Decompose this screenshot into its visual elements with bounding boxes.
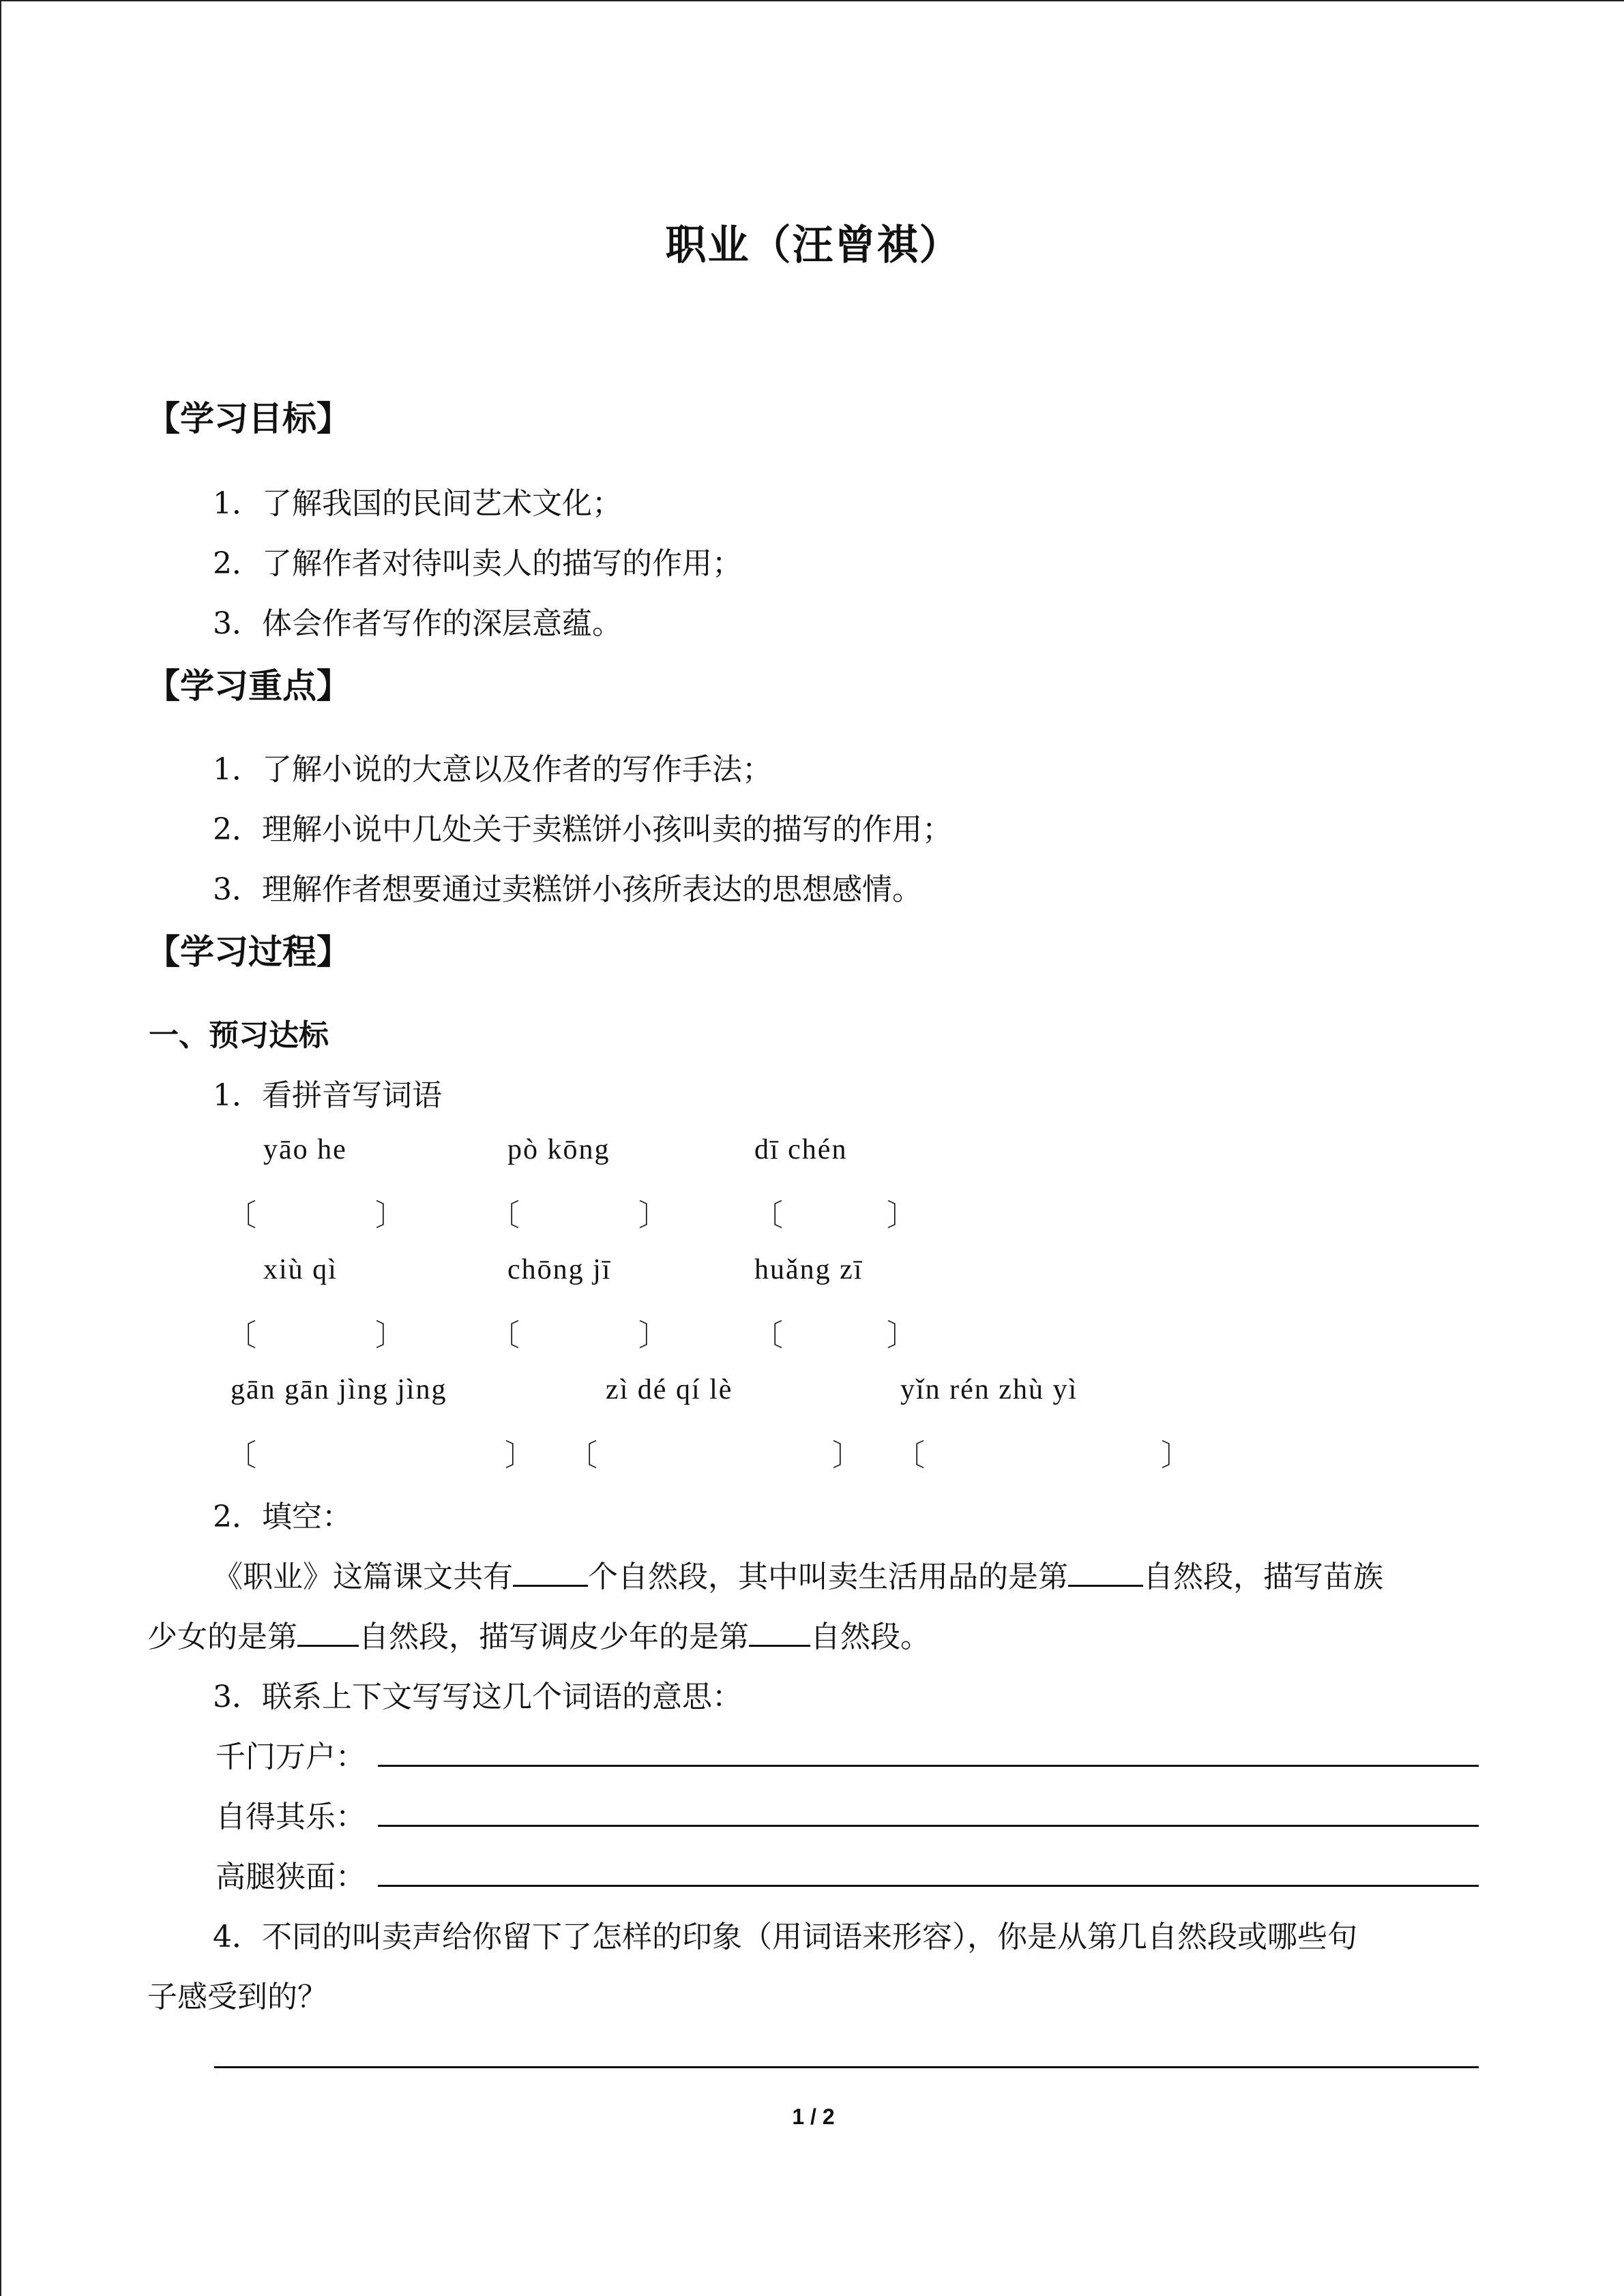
focus-item-1: 1．了解小说的大意以及作者的写作手法；: [213, 752, 772, 787]
q1-label: 1．看拼音写词语: [213, 1078, 442, 1113]
bracket-close-8: 〕: [832, 1438, 862, 1473]
blank-goods-paragraph[interactable]: [1068, 1557, 1143, 1587]
blank-paragraph-count[interactable]: [513, 1557, 588, 1587]
pinyin-ganganjingjing: gān gān jìng jìng: [231, 1374, 447, 1405]
q4-line-1: 4．不同的叫卖声给你留下了怎样的印象（用词语来形容），你是从第几自然段或哪些句: [213, 1920, 1357, 1954]
answer-line-1[interactable]: [378, 1765, 1479, 1767]
q3-word-1: 千门万户：: [216, 1740, 366, 1774]
answer-line-2[interactable]: [378, 1825, 1479, 1827]
bracket-open-9: 〔: [895, 1438, 925, 1473]
pinyin-yinrenzhuyi: yǐn rén zhù yì: [900, 1374, 1078, 1405]
bracket-close-7: 〕: [505, 1438, 535, 1473]
q2-text-1b: 个自然段，其中叫卖生活用品的是第: [588, 1560, 1068, 1594]
q2-text-1a: 《职业》这篇课文共有: [213, 1560, 513, 1594]
q2-text-1c: 自然段，描写苗族: [1143, 1560, 1383, 1594]
q2-text-2a: 少女的是第: [147, 1620, 297, 1654]
q2-line-2: [147, 1612, 930, 1656]
focus-item-3: 3．理解作者想要通过卖糕饼小孩所表达的思想感情。: [213, 872, 922, 907]
heading-process: 【学习过程】: [146, 931, 351, 972]
bracket-open-7: 〔: [226, 1438, 256, 1473]
pinyin-yaohe: yāo he: [263, 1134, 347, 1165]
bracket-close-5: 〕: [638, 1318, 668, 1353]
pinyin-xiuqi: xiù qì: [263, 1254, 338, 1285]
q3-word-3: 高腿狭面：: [216, 1860, 366, 1894]
bracket-close-4: 〕: [375, 1318, 405, 1353]
bracket-open-4: 〔: [226, 1318, 256, 1353]
bracket-open-2: 〔: [490, 1198, 520, 1233]
q2-line-1: [213, 1552, 1383, 1596]
q3-label: 3．联系上下文写写这几个词语的意思：: [213, 1680, 742, 1714]
bracket-close-6: 〕: [887, 1318, 917, 1353]
bracket-close-1: 〕: [375, 1198, 405, 1233]
blank-naughty-boy-paragraph[interactable]: [749, 1617, 810, 1647]
bracket-open-6: 〔: [753, 1318, 783, 1353]
q3-word-2: 自得其乐：: [216, 1800, 366, 1834]
q2-label: 2．填空：: [213, 1500, 352, 1534]
bracket-close-3: 〕: [887, 1198, 917, 1233]
pinyin-dichen: dī chén: [754, 1134, 848, 1165]
bracket-close-9: 〕: [1161, 1438, 1191, 1473]
answer-line-4[interactable]: [214, 2066, 1479, 2068]
q4-line-2: 子感受到的？: [147, 1980, 327, 2014]
bracket-close-2: 〕: [638, 1198, 668, 1233]
answer-line-3[interactable]: [378, 1885, 1479, 1887]
objective-item-1: 1．了解我国的民间艺术文化；: [213, 486, 622, 521]
pinyin-chongji: chōng jī: [507, 1254, 612, 1285]
blank-miao-girl-paragraph[interactable]: [297, 1617, 359, 1647]
objective-item-3: 3．体会作者写作的深层意蕴。: [213, 606, 622, 641]
bracket-open-8: 〔: [567, 1438, 597, 1473]
page-title: 职业（汪曾祺）: [665, 222, 962, 269]
page-number: 1 / 2: [792, 2104, 835, 2129]
heading-focus: 【学习重点】: [146, 666, 351, 706]
q2-text-2c: 自然段。: [810, 1620, 930, 1654]
part1-heading: 一、预习达标: [149, 1018, 329, 1053]
pinyin-zideqile: zì dé qí lè: [606, 1374, 733, 1405]
bracket-open-5: 〔: [490, 1318, 520, 1353]
q2-text-2b: 自然段，描写调皮少年的是第: [359, 1620, 749, 1654]
pinyin-pokong: pò kōng: [507, 1134, 610, 1165]
focus-item-2: 2．理解小说中几处关于卖糕饼小孩叫卖的描写的作用；: [213, 812, 952, 847]
pinyin-huangzi: huǎng zī: [754, 1254, 863, 1285]
bracket-open-3: 〔: [753, 1198, 783, 1233]
objective-item-2: 2．了解作者对待叫卖人的描写的作用；: [213, 546, 742, 581]
heading-objectives: 【学习目标】: [146, 398, 351, 438]
bracket-open-1: 〔: [226, 1198, 256, 1233]
